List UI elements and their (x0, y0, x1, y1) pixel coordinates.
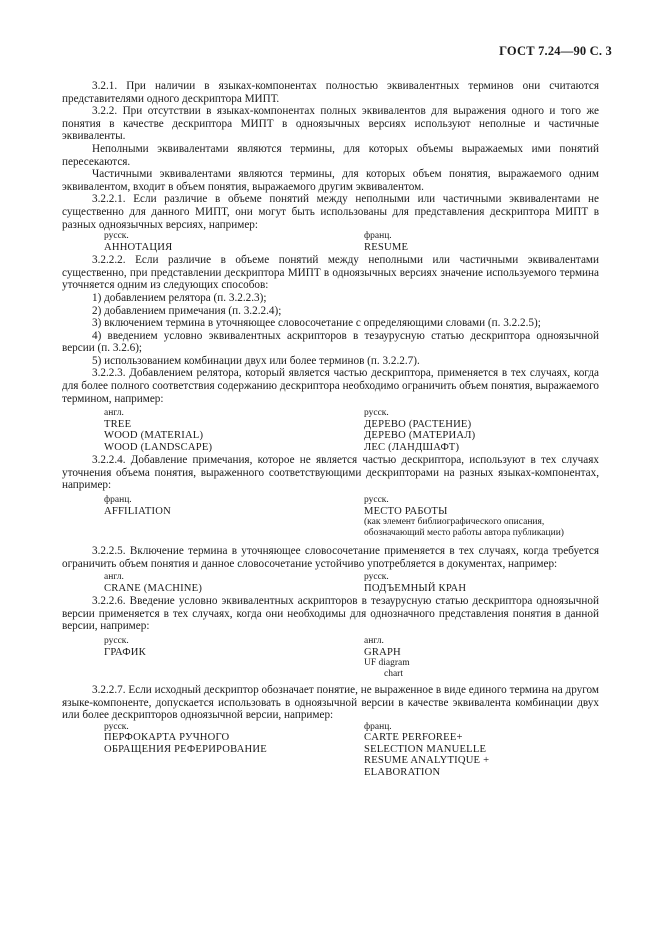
example-2 (62, 408, 599, 453)
paragraph-3-2-2-6: 3.2.2.6. Введение условно эквивалентных аскрипторов в тезаурусную статью дескриптора одноязычной версии применяется в тех случаях, когда они необходимы для однозначного представления понятия в данной версии, например: (62, 595, 599, 633)
paragraph-chastichnye: Частичными эквивалентами являются термины, для которых объем понятия, выражаемого одним эквивалентом, входит в объем понятия, выражаемого другим эквивалентом. (62, 168, 599, 193)
example-language: франц. (104, 495, 132, 506)
example-language: англ. (364, 636, 384, 646)
example-6 (62, 722, 599, 779)
example-5 (62, 636, 599, 680)
example-term: ЛЕС (ЛАНДШАФТ) (364, 441, 460, 453)
paragraph-3-2-2-1: 3.2.2.1. Если различие в объеме понятий между неполными или частичными эквивалентами не существенно для данного МИПТ, они могут быть использованы для представления дескриптора МИПТ в разных одноязычных версиях, например: (62, 193, 599, 231)
example-language: англ. (104, 572, 124, 583)
paragraph-3-2-2-4: 3.2.2.4. Добавление примечания, которое не является частью дескриптора, используют в тех случаях уточнения объема понятия, выраженного соответствующими дескрипторами на разных языках-компонентах, например: (62, 454, 599, 492)
paragraph-3-2-2-3: 3.2.2.3. Добавлением релятора, который является частью дескриптора, применяется в тех случаях, когда для более полного соответствия содержанию дескриптора необходимо ограничить объем понятия, выражаемого термином, например: (62, 367, 599, 405)
example-ascriptor: chart (384, 669, 403, 679)
example-3 (62, 495, 599, 539)
document-body (62, 80, 599, 779)
example-term: ГРАФИК (104, 646, 146, 658)
example-language: русск. (364, 572, 389, 583)
paragraph-nepolnye: Неполными эквивалентами являются термины, для которых объемы выражаемых ими понятий пересекаются. (62, 142, 599, 168)
example-ascriptor: UF diagram (364, 658, 410, 668)
example-term: AFFILIATION (104, 505, 171, 517)
example-language: англ. (104, 408, 124, 419)
example-term: ELABORATION (364, 766, 441, 778)
example-language: русск. (364, 495, 389, 506)
example-term: ДЕРЕВО (РАСТЕНИЕ) (364, 418, 472, 430)
example-term: TREE (104, 418, 132, 430)
example-term: ПЕРФОКАРТА РУЧНОГО (104, 732, 230, 744)
example-language: русск. (104, 721, 129, 732)
paragraph-3-2-2: 3.2.2. При отсутствии в языках-компонентах полных эквивалентов для выражения одного и того же понятия в качестве дескриптора МИПТ в одноязычных версиях используют неполные и частичные эквиваленты. (62, 105, 599, 143)
list-item: 4) введением условно эквивалентных аскрипторов в тезаурусную статью дескриптора одноязычной версии (п. 3.2.6); (62, 329, 599, 355)
example-4 (62, 572, 599, 594)
list-item: 5) использованием комбинации двух или более терминов (п. 3.2.2.7). (92, 354, 420, 367)
example-note: (как элемент библиографического описания, (364, 517, 545, 528)
example-language: франц. (364, 231, 392, 242)
example-language: русск. (104, 636, 129, 646)
example-language: русск. (364, 408, 389, 419)
example-term: RESUME (364, 241, 409, 253)
paragraph-3-2-1: 3.2.1. При наличии в языках-компонентах полностью эквивалентных терминов они считаются представителями одного дескриптора МИПТ. (62, 80, 599, 105)
example-language: русск. (104, 231, 129, 242)
page-header: ГОСТ 7.24—90 С. 3 (499, 44, 612, 58)
example-term: ДЕРЕВО (МАТЕРИАЛ) (364, 430, 476, 442)
example-term: RESUME ANALYTIQUE + (364, 755, 490, 767)
example-term: CRANE (MACHINE) (104, 582, 203, 594)
list-item: 3) включением термина в уточняющее словосочетание с определяющими словами (п. 3.2.2.5); (92, 317, 541, 330)
example-term: WOOD (LANDSCAPE) (104, 441, 213, 453)
paragraph-3-2-2-7: 3.2.2.7. Если исходный дескриптор обозначает понятие, не выраженное в виде единого термина на другом языке-компоненте, допускается использовать в одноязычной версии в качестве эквивалента комбинации двух или более дескрипторов одноязычной версии, например: (62, 684, 599, 722)
list-item: 2) добавлением примечания (п. 3.2.2.4); (92, 304, 282, 317)
example-term: ОБРАЩЕНИЯ РЕФЕРИРОВАНИЕ (104, 743, 267, 755)
example-term: SELECTION MANUELLE (364, 743, 487, 755)
example-term: АННОТАЦИЯ (104, 241, 173, 253)
example-term: ПОДЪЕМНЫЙ КРАН (364, 582, 467, 594)
paragraph-3-2-2-5: 3.2.2.5. Включение термина в уточняющее словосочетание применяется в тех случаях, когда требуется ограничить объем понятия и данное словосочетание устойчиво употребляется в документах, например: (62, 545, 599, 570)
example-note: обозначающий место работы автора публикации) (364, 528, 564, 539)
example-language: франц. (364, 721, 392, 732)
list-item: 1) добавлением релятора (п. 3.2.2.3); (92, 291, 267, 304)
example-term: МЕСТО РАБОТЫ (364, 505, 448, 517)
example-term: GRAPH (364, 646, 401, 658)
example-term: CARTE PERFOREE+ (364, 732, 463, 744)
example-1 (62, 231, 599, 253)
paragraph-3-2-2-2: 3.2.2.2. Если различие в объеме понятий между неполными или частичными эквивалентами существенно, при представлении дескриптора МИПТ в одноязычных версиях значение используемого термина уточняется одним из следующих способов: (62, 254, 599, 292)
example-term: WOOD (MATERIAL) (104, 430, 204, 442)
